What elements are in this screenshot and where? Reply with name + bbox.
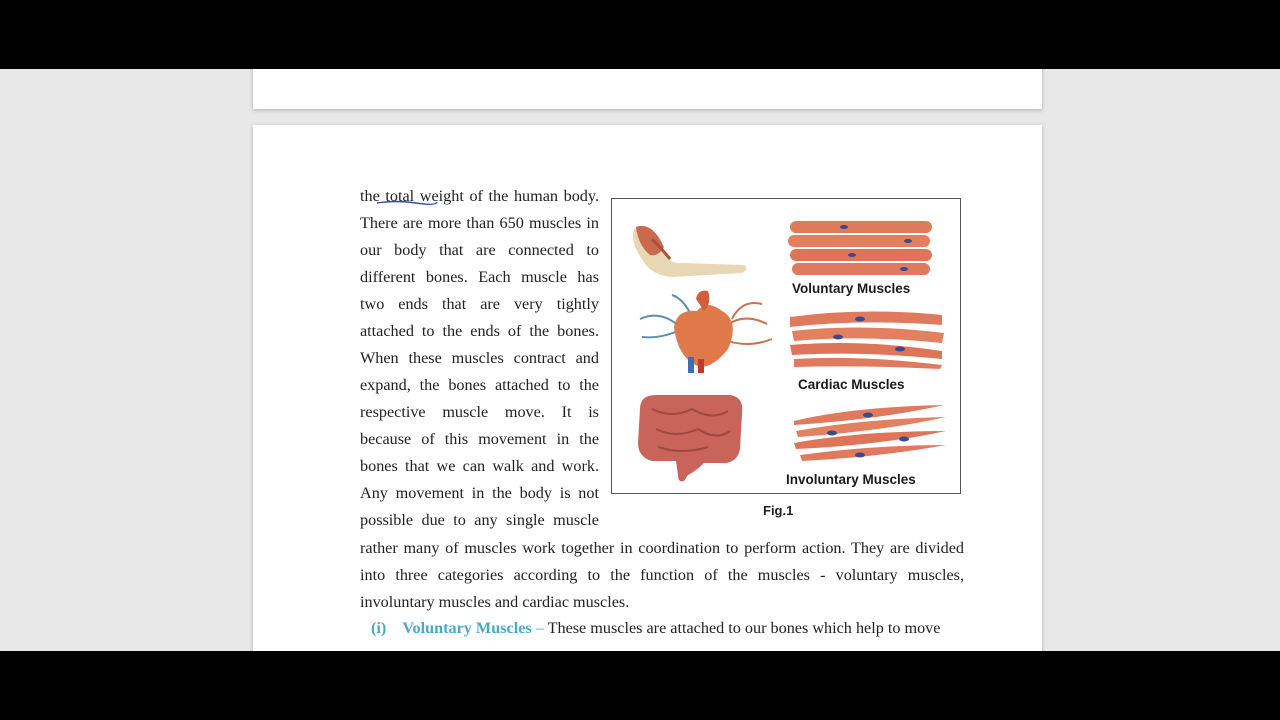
text-line: Any movement in the body is not [360,484,599,502]
arm-illustration-icon [633,226,747,277]
involuntary-muscle-fibres-icon [794,405,946,461]
text-line: involuntary muscles and cardiac muscles. [360,593,630,611]
figure-illustration [612,199,960,493]
text-line: bones that we can walk and work. [360,457,599,475]
involuntary-muscles-label: Involuntary Muscles [786,472,916,487]
text-line: different bones. Each muscle has [360,268,599,286]
previous-page [253,69,1042,109]
section-dash: – [535,619,544,637]
wrapped-text-column [360,183,599,534]
text-line: the total weight of the human body. [360,187,599,205]
text-line: our body that are connected to [360,241,599,259]
intestine-illustration-icon [638,395,742,481]
text-line: respective muscle move. It is [360,403,599,421]
voluntary-muscle-fibres-icon [788,221,932,275]
text-line: There are more than 650 muscles in [360,214,599,232]
full-width-paragraph [360,535,964,616]
text-line: into three categories according to the function of the muscles - voluntary muscles, [360,566,964,584]
voluntary-muscles-label: Voluntary Muscles [792,281,911,296]
section-heading-voluntary [371,619,940,638]
muscle-types-figure [611,198,961,494]
heart-illustration-icon [640,291,772,373]
current-page [253,125,1042,651]
text-line: expand, the bones attached to the [360,376,599,394]
text-line: When these muscles contract and [360,349,599,367]
section-text: These muscles are attached to our bones which help to move [547,619,941,637]
figure-caption: Fig.1 [763,503,794,518]
text-line: because of this movement in the [360,430,599,448]
section-term: Voluntary Muscles [402,619,532,637]
text-line: rather many of muscles work together in coordination to perform action. They are divided [360,539,964,557]
cardiac-muscles-label: Cardiac Muscles [798,377,905,392]
text-line: two ends that are very tightly [360,295,599,313]
text-line: attached to the ends of the bones. [360,322,599,340]
section-number: (i) [371,619,387,637]
text-line: possible due to any single muscle [360,511,599,529]
document-viewer[interactable] [0,69,1280,651]
cardiac-muscle-fibres-icon [790,311,944,369]
